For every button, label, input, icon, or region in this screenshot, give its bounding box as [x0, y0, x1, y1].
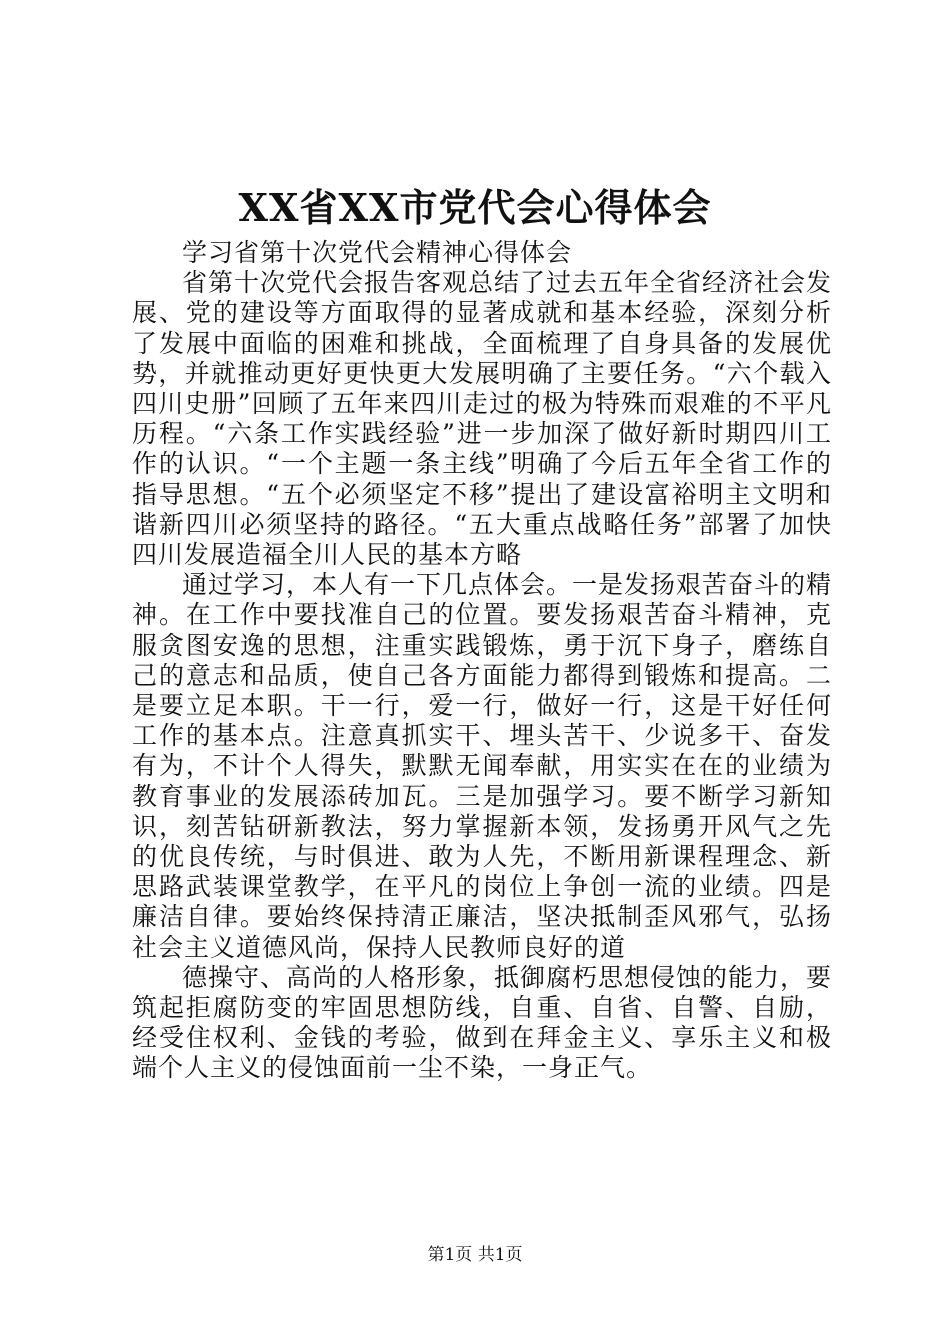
document-title: XX省XX市党代会心得体会 — [238, 185, 712, 230]
document-body — [132, 238, 832, 1084]
body-paragraph: 德操守、高尚的人格形象，抵御腐朽思想侵蚀的能力，要筑起拒腐防变的牢固思想防线，自重、自省、自警、自励，经受住权利、金钱的考验，做到在拜金主义、享乐主义和极端个人主义的侵蚀面前一尘不染，一身正气。 — [132, 962, 833, 1083]
subtitle-paragraph: 学习省第十次党代会精神心得体会 — [182, 238, 573, 267]
page-footer: 第1页 共1页 — [427, 1245, 523, 1265]
body-paragraph: 省第十次党代会报告客观总结了过去五年全省经济社会发展、党的建设等方面取得的显著成就和基本经验，深刻分析了发展中面临的困难和挑战，全面梳理了自身具备的发展优势，并就推动更好更快更大发展明确了主要任务。“六个载入四川史册”回顾了五年来四川走过的极为特殊而艰难的不平凡历程。“六条工作实践经验”进一步加深了做好新时期四川工作的认识。“一个主题一条主线”明确了今后五年全省工作的指导思想。“五个必须坚定不移”提出了建设富裕明主文明和谐新四川必须坚持的路径。“五大重点战略任务”部署了加快四川发展造福全川人民的基本方略 — [132, 268, 833, 570]
body-paragraph: 通过学习，本人有一下几点体会。一是发扬艰苦奋斗的精神。在工作中要找准自己的位置。要发扬艰苦奋斗精神，克服贪图安逸的思想，注重实践锻炼，勇于沉下身子，磨练自己的意志和品质，使自己各方面能力都得到锻炼和提高。二是要立足本职。干一行，爱一行，做好一行，这是干好任何工作的基本点。注意真抓实干、埋头苦干、少说多干、奋发有为，不计个人得失，默默无闻奉献，用实实在在的业绩为教育事业的发展添砖加瓦。三是加强学习。要不断学习新知识，刻苦钻研新教法，努力掌握新本领，发扬勇开风气之先的优良传统，与时俱进、敢为人先，不断用新课程理念、新思路武装课堂教学，在平凡的岗位上争创一流的业绩。四是廉洁自律。要始终保持清正廉洁，坚决抵制歪风邪气，弘扬社会主义道德风尚，保持人民教师良好的道 — [132, 570, 833, 962]
